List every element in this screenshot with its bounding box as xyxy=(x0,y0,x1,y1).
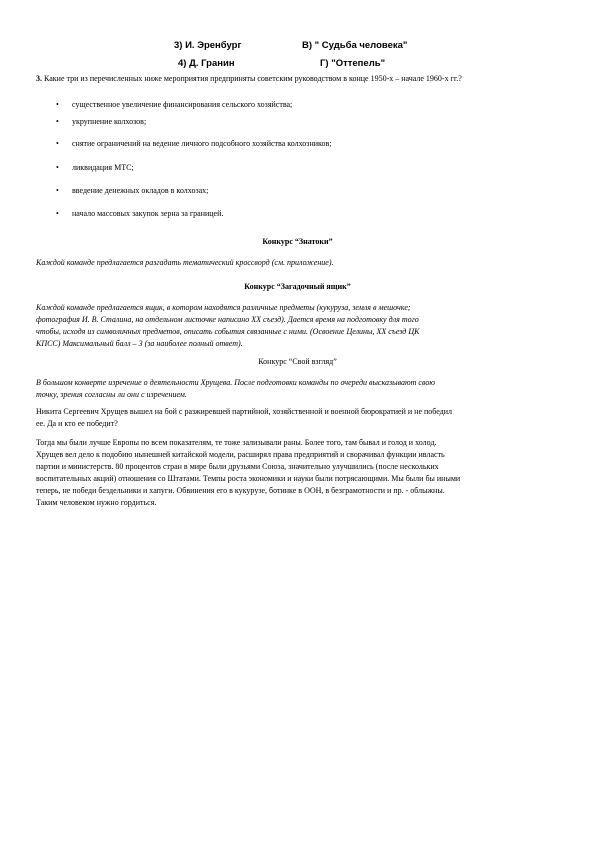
match-author-ehrenburg: 3) И. Эренбург xyxy=(174,40,242,51)
quote-2-line-3: партии и министерств. 80 процентов стран в мире были друзьями Союза, значительно улучшились (после нескольких xyxy=(36,462,439,471)
bullet-dot-icon: • xyxy=(56,163,59,172)
quote-2-line-5: теперь, не победи бездельники и хапуги. Обвинения его в кукурузе, ботинке в ООН, в безграмотности и пр. - облыжны. xyxy=(36,486,445,495)
contest-mystery-box-line-4: КПСС) Максимальный балл – 3 (за наиболее полный ответ). xyxy=(36,339,243,348)
contest-own-view-line-1: В большом конверте изречение о деятельности Хрущева. После подготовки команды по очереди высказывают свою xyxy=(36,378,435,387)
quote-2-line-2: Хрущев вел дело к подобию нынешней китайской модели, расширял права предприятий и сворачивал функции ивласть xyxy=(36,450,445,459)
question-number: 3. xyxy=(36,74,42,83)
contest-znatoki-title: Конкурс “Знатоки” xyxy=(262,237,333,246)
quote-2-line-1: Тогда мы были лучше Европы по всем показателям, те тоже зализывали раны. Более того, там бывал и голод и холод. xyxy=(36,438,437,447)
contest-mystery-box-line-1: Каждой команде предлагается ящик, в котором находятся различные предметы (кукуруза, земля в мешочке; xyxy=(36,303,411,312)
quote-1-line-1: Никита Сергеевич Хрущев вышел на бой с разжиревшей партийной, хозяйственной и военной бюрократией и не победил xyxy=(36,407,453,416)
contest-znatoki-text: Каждой команде предлагается разгадать тематический кроссворд (см. приложение). xyxy=(36,258,334,267)
bullet-dot-icon: • xyxy=(56,186,59,195)
contest-mystery-box-title: Конкурс “Загадочный ящик” xyxy=(244,282,351,291)
document-page: 3) И. Эренбург В) " Судьба человека" 4) Д. Гранин Г) "Оттепель" 3. Какие три из перечисленных ниже мероприятия предприняты советским руководством в конце 1950-х – начале 1960-х гг.? • существенное увеличение финансирования сельского хозяйства; • укрупнение колхозов; • снятие ограничений на ведение личного подсобного хозяйства колхозников; • ликвидация МТС; • введение денежных окладов в колхозах; • начало массовых закупок зерна за границей. Конкурс “Знатоки” Каждой команде предлагается разгадать тематический кроссворд (см. приложение). Конкурс “Загадочный ящик” Каждой команде предлагается ящик, в котором находятся различные предметы (кукуруза, земля в мешочке; фотография И. В. Сталина, на отдельном листочке написано XX съезд). Дается время на подготовку для того чтобы, исходя из символичных предметов, описать события связанные с ними. (Освоение Целины, XX съезд ЦК КПСС) Максимальный балл – 3 (за наиболее полный ответ). Конкурс “Свой взгляд” В большом конверте изречение о деятельности Хрущева. После подготовки команды по очереди высказывают свою точку, зрения согласны ли они с изречением. Никита Сергеевич Хрущев вышел на бой с разжиревшей партийной, хозяйственной и военной бюрократией и не победил ее. Да и кто ее победит? Тогда мы были лучше Европы по всем показателям, те тоже зализывали раны. Более того, там бывал и голод и холод. Хрущев вел дело к подобию нынешней китайской модели, расширял права предприятий и сворачивал функции ивласть партии и министерств. 80 процентов стран в мире были друзьями Союза, значительно улучшились (после нескольких воспитательных акций) отношения со Штатами. Темпы роста экономики и науки были потрясающими. Мы были бы иными теперь, не победи бездельники и хапуги. Обвинения его в кукурузе, ботинке в ООН, в безграмотности и пр. - облыжны. Таким человеком нужно гордиться. xyxy=(0,0,595,842)
bullet-dot-icon: • xyxy=(56,100,59,109)
question-text: Какие три из перечисленных ниже мероприятия предприняты советским руководством в конце 1950-х – начале 1960-х гг.? xyxy=(42,74,462,83)
quote-1-line-2: ее. Да и кто ее победит? xyxy=(36,419,118,428)
match-work-fate-of-man: В) " Судьба человека" xyxy=(302,40,408,51)
bullet-dot-icon: • xyxy=(56,209,59,218)
contest-mystery-box-line-3: чтобы, исходя из символичных предметов, описать события связанные с ними. (Освоение Целины, XX съезд ЦК xyxy=(36,327,420,336)
question-3 xyxy=(36,73,561,84)
quote-2-line-6: Таким человеком нужно гордиться. xyxy=(36,498,157,507)
contest-own-view-line-2: точку, зрения согласны ли они с изречением. xyxy=(36,390,187,399)
contest-mystery-box-line-2: фотография И. В. Сталина, на отдельном листочке написано XX съезд). Дается время на подготовку для того xyxy=(36,315,419,324)
bullet-dot-icon: • xyxy=(56,117,59,126)
contest-own-view-title: Конкурс “Свой взгляд” xyxy=(258,357,337,366)
match-work-thaw: Г) "Оттепель" xyxy=(320,58,386,69)
quote-2-line-4: воспитательных акций) отношения со Штатами. Темпы роста экономики и науки были потрясающими. Мы были бы иными xyxy=(36,474,461,483)
bullet-dot-icon: • xyxy=(56,139,59,148)
match-author-granin: 4) Д. Гранин xyxy=(178,58,235,69)
